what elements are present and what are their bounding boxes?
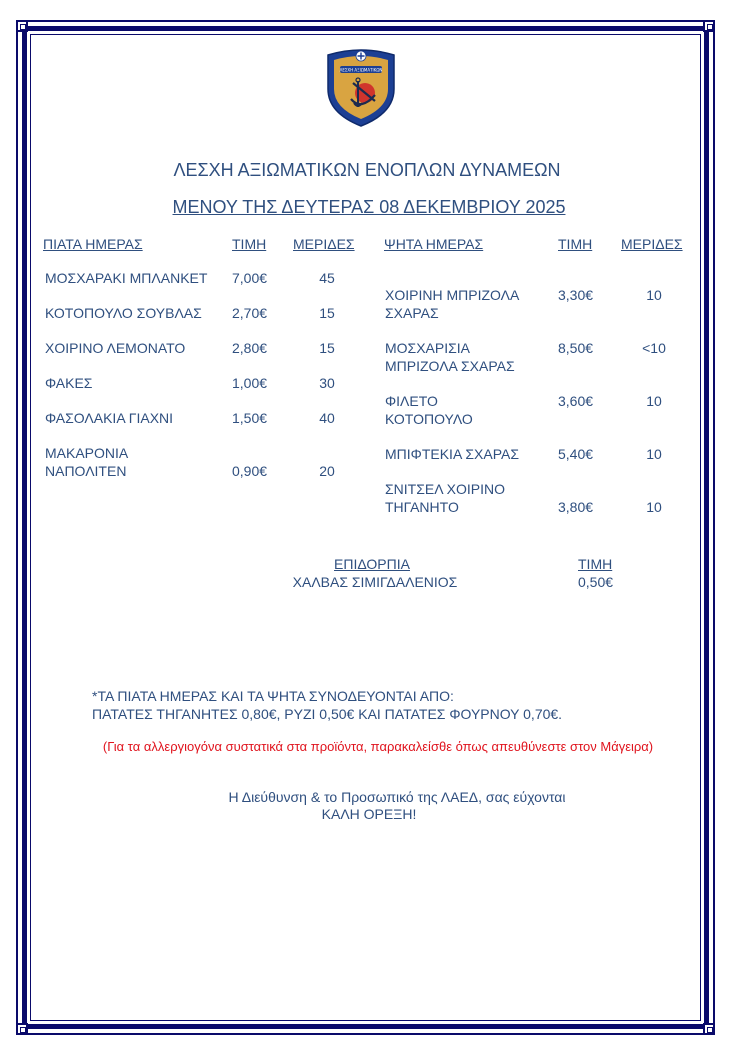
dish-name: ΦΑΚΕΣ [45,375,93,391]
dish-price: 1,50€ [232,410,268,426]
grills-header-portions: ΜΕΡΙΔΕΣ [621,236,683,252]
grill-portions: 10 [646,393,662,409]
corner-ornament [703,20,715,32]
dishes-header-portions: ΜΕΡΙΔΕΣ [293,236,355,252]
grill-price: 3,60€ [558,393,594,409]
grill-price: 8,50€ [558,340,594,356]
menu-date-subtitle: ΜΕΝΟΥ ΤΗΣ ΔΕΥΤΕΡΑΣ 08 ΔΕΚΕΜΒΡΙΟΥ 2025 [172,197,566,217]
dish-portions: 20 [319,463,335,479]
dish-price: 2,80€ [232,340,268,356]
corner-ornament [16,20,28,32]
dish-price: 2,70€ [232,305,268,321]
allergen-notice: (Για τα αλλεργιογόνα συστατικά στα προϊόντα, παρακαλείσθε όπως απευθύνεστε στον Μάγειρα) [102,739,654,754]
dish-portions: 40 [319,410,335,426]
grill-portions: 10 [646,499,662,515]
page-title: ΛΕΣΧΗ ΑΞΙΩΜΑΤΙΚΩΝ ΕΝΟΠΛΩΝ ΔΥΝΑΜΕΩΝ [173,160,561,180]
svg-text:ΛΕΣΧΗ ΑΞΙΩΜΑΤΙΚΩΝ: ΛΕΣΧΗ ΑΞΙΩΜΑΤΙΚΩΝ [339,67,383,73]
grill-name: ΣΝΙΤΣΕΛ ΧΟΙΡΙΝΟ ΤΗΓΑΝΗΤΟ [385,481,506,515]
grill-portions: 10 [646,446,662,462]
dish-name: ΜΟΣΧΑΡΑΚΙ ΜΠΛΑΝΚΕΤ [45,270,208,286]
dish-name: ΚΟΤΟΠΟΥΛΟ ΣΟΥΒΛΑΣ [45,305,202,321]
grill-price: 3,30€ [558,287,594,303]
dishes-header-name: ΠΙΑΤΑ ΗΜΕΡΑΣ [43,236,143,252]
dessert-item-name: ΧΑΛΒΑΣ ΣΙΜΙΓΔΑΛΕΝΙΟΣ [292,574,458,590]
dishes-header-price: ΤΙΜΗ [232,236,267,252]
grill-price: 5,40€ [558,446,594,462]
grills-header-name: ΨΗΤΑ ΗΜΕΡΑΣ [384,236,484,252]
club-emblem-logo [325,45,397,127]
grill-name: ΧΟΙΡΙΝΗ ΜΠΡΙΖΟΛΑ ΣΧΑΡΑΣ [385,287,519,321]
corner-ornament [16,1023,28,1035]
bon-appetit: ΚΑΛΗ ΟΡΕΞΗ! [321,806,417,822]
dish-portions: 15 [319,305,335,321]
dish-portions: 30 [319,375,335,391]
dish-price: 1,00€ [232,375,268,391]
grill-name: ΜΠΙΦΤΕΚΙΑ ΣΧΑΡΑΣ [385,446,520,462]
dish-name: ΜΑΚΑΡΟΝΙΑ ΝΑΠΟΛΙΤΕΝ [45,445,128,479]
dish-name: ΦΑΣΟΛΑΚΙΑ ΓΙΑΧΝΙ [45,410,174,426]
dish-name: ΧΟΙΡΙΝΟ ΛΕΜΟΝΑΤΟ [45,340,186,356]
dessert-price-header: ΤΙΜΗ [578,556,613,572]
page-border-inner [30,34,701,1021]
closing-message: Η Διεύθυνση & το Προσωπικό της ΛΑΕΔ, σας εύχονται [228,789,566,805]
dish-price: 7,00€ [232,270,268,286]
grill-price: 3,80€ [558,499,594,515]
side-dishes-note: *ΤΑ ΠΙΑΤΑ ΗΜΕΡΑΣ ΚΑΙ ΤΑ ΨΗΤΑ ΣΥΝΟΔΕΥΟΝΤΑΙ ΑΠΟ: [92,688,454,704]
grills-header-price: ΤΙΜΗ [558,236,593,252]
dish-price: 0,90€ [232,463,268,479]
grill-name: ΜΟΣΧΑΡΙΣΙΑ ΜΠΡΙΖΟΛΑ ΣΧΑΡΑΣ [385,340,515,374]
dessert-item-price: 0,50€ [578,574,614,590]
dish-portions: 45 [319,270,335,286]
corner-ornament [703,1023,715,1035]
dish-portions: 15 [319,340,335,356]
side-dishes-prices: ΠΑΤΑΤΕΣ ΤΗΓΑΝΗΤΕΣ 0,80€, ΡΥΖΙ 0,50€ ΚΑΙ ΠΑΤΑΤΕΣ ΦΟΥΡΝΟΥ 0,70€. [92,706,563,722]
dessert-header: ΕΠΙΔΟΡΠΙΑ [334,556,410,572]
grill-name: ΦΙΛΕΤΟ ΚΟΤΟΠΟΥΛΟ [385,393,473,427]
grill-portions: 10 [646,287,662,303]
grill-portions: <10 [642,340,666,356]
